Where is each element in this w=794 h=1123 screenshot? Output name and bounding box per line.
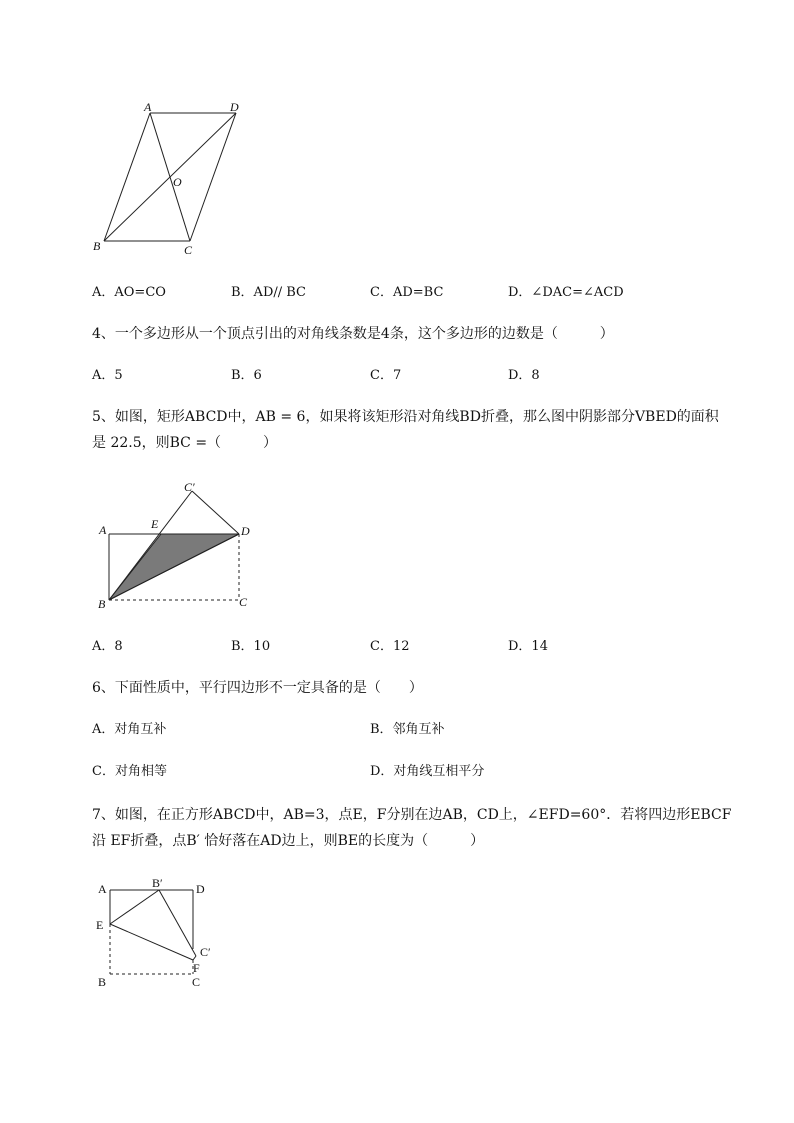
label-F: F [193, 961, 200, 975]
label-A: A [99, 523, 107, 537]
q5-stem-line2: 是 22.5，则BC =（ ） [92, 435, 278, 451]
q5-option-c[interactable]: C．12 [370, 639, 410, 654]
figure-q5-folded-rectangle [92, 477, 262, 615]
q6-stem: 6、下面性质中，平行四边形不一定具备的是（ ） [92, 680, 423, 696]
q5-option-a[interactable]: A．8 [92, 639, 123, 654]
figure-q7-folded-square [92, 874, 232, 994]
q7-stem-line2: 沿 EF折叠，点B′ 恰好落在AD边上，则BE的长度为（ ） [92, 833, 485, 849]
label-C-prime: C′ [200, 945, 211, 959]
label-C: C [192, 975, 201, 989]
q4-stem: 4、一个多边形从一个顶点引出的对角线条数是4条，这个多边形的边数是（ ） [92, 326, 614, 342]
q7-stem-line1: 7、如图，在正方形ABCD中，AB=3，点E，F分别在边AB，CD上，∠EFD=60°．若将四边形EBCF [92, 807, 732, 823]
label-C-prime: C′ [184, 480, 195, 494]
label-B: B [98, 975, 107, 989]
q4-option-d[interactable]: D．8 [508, 368, 540, 383]
figure-q3-parallelogram [88, 98, 258, 263]
q3-option-b[interactable]: B．AD// BC [231, 285, 306, 300]
label-C: C [239, 595, 248, 609]
label-A: A [98, 882, 107, 896]
q5-option-b[interactable]: B．10 [231, 639, 271, 654]
q6-option-c[interactable]: C．对角相等 [92, 764, 167, 779]
q6-option-a[interactable]: A．对角互补 [92, 722, 167, 737]
q6-option-d[interactable]: D．对角线互相平分 [370, 764, 485, 779]
q3-option-c[interactable]: C．AD=BC [370, 285, 444, 300]
q3-option-a[interactable]: A．AO=CO [92, 285, 166, 300]
label-O: O [173, 175, 182, 189]
label-B-prime: B′ [152, 876, 163, 890]
label-E: E [96, 918, 104, 932]
label-A: A [144, 100, 152, 114]
q4-option-b[interactable]: B．6 [231, 368, 262, 383]
q3-option-d[interactable]: D．∠DAC=∠ACD [508, 285, 624, 300]
label-E: E [151, 517, 159, 531]
q6-option-b[interactable]: B．邻角互补 [370, 722, 445, 737]
label-D: D [230, 100, 239, 114]
q4-option-a[interactable]: A．5 [92, 368, 123, 383]
q5-stem-line1: 5、如图，矩形ABCD中，AB = 6，如果将该矩形沿对角线BD折叠，那么图中阴影部分VBED的面积 [92, 409, 719, 425]
q4-option-c[interactable]: C．7 [370, 368, 402, 383]
label-B: B [98, 597, 106, 611]
q5-option-d[interactable]: D．14 [508, 639, 548, 654]
label-C: C [184, 243, 193, 257]
label-D: D [241, 524, 250, 538]
label-B: B [93, 239, 101, 253]
label-D: D [196, 882, 205, 896]
